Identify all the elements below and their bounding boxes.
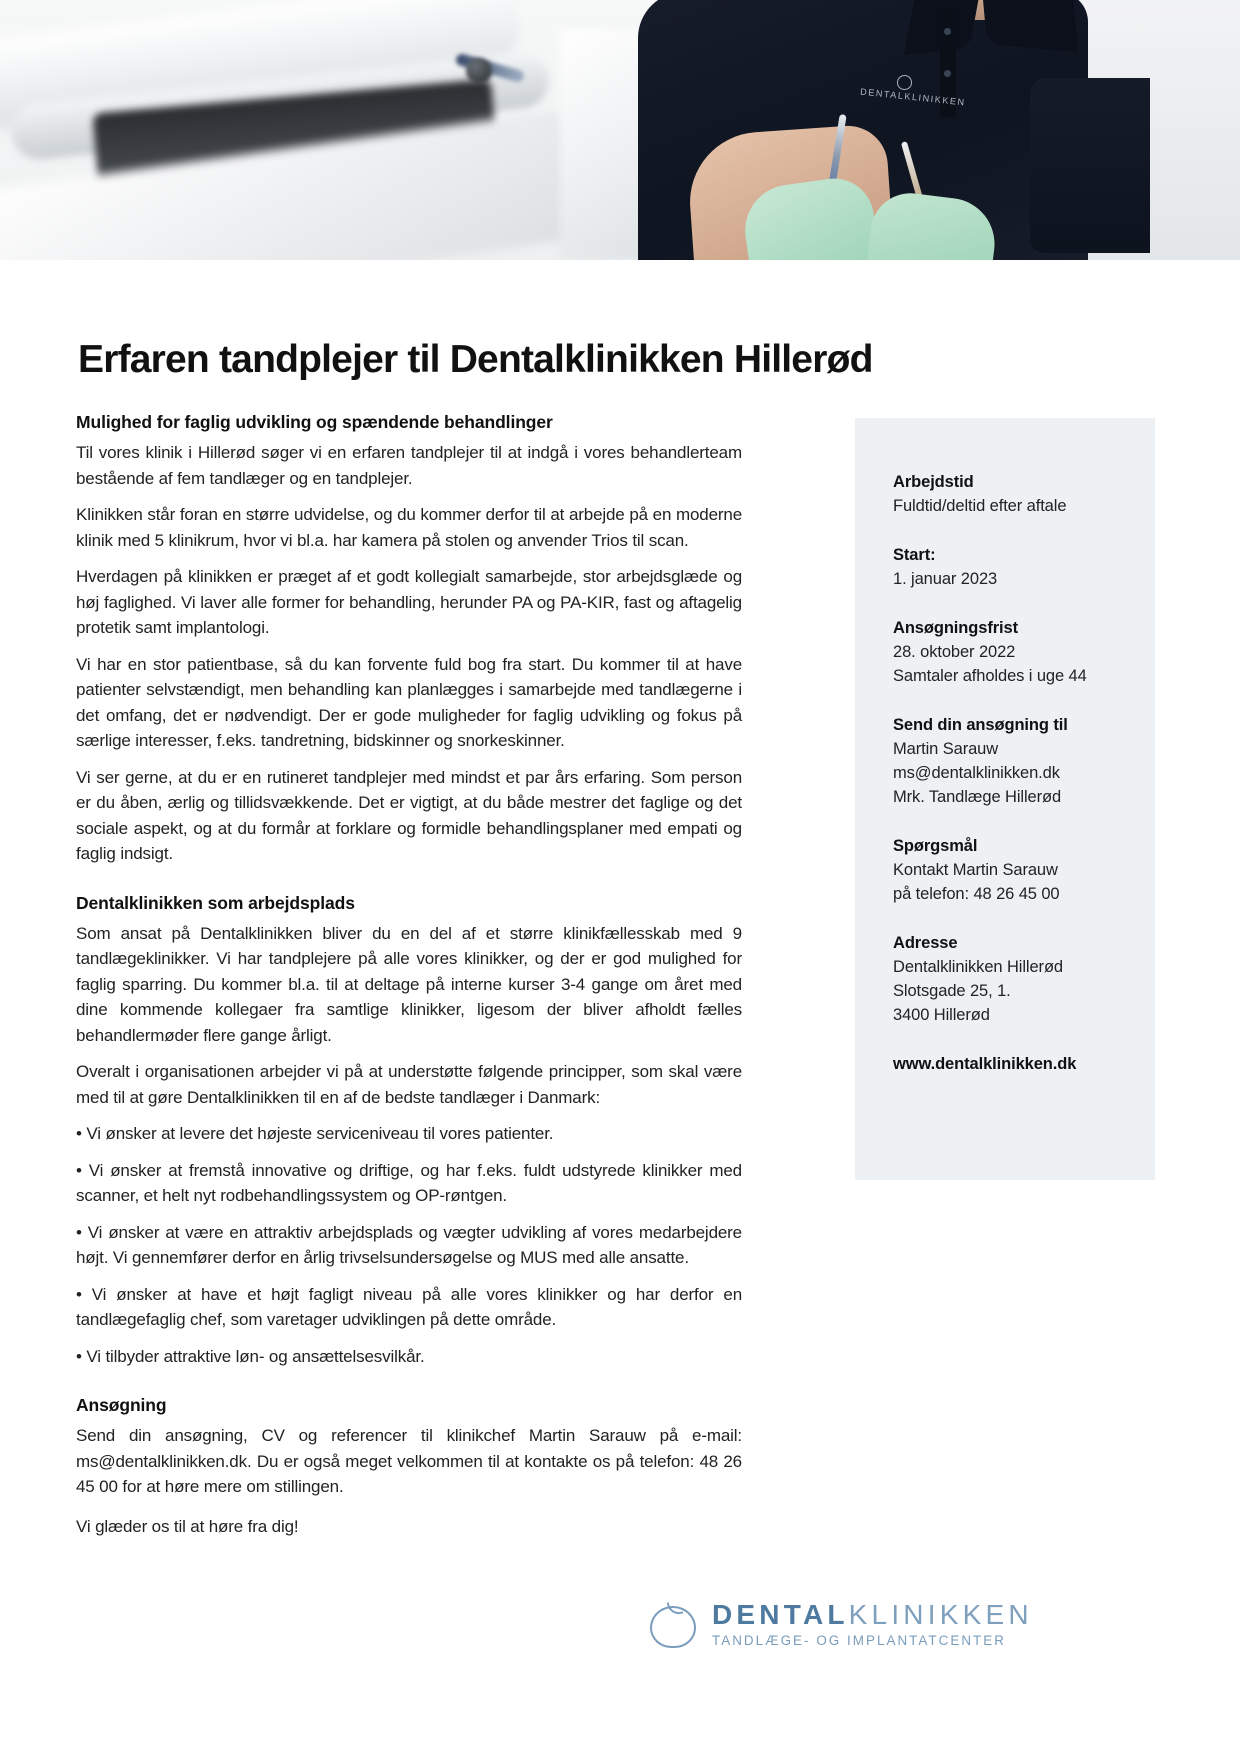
bullet-item: • Vi tilbyder attraktive løn- og ansættelsesvilkår. [76,1346,425,1366]
sidebar-line: Kontakt Martin Sarauw [893,861,1058,879]
sidebar-line: Samtaler afholdes i uge 44 [893,667,1087,685]
sidebar-line: Dentalklinikken Hillerød [893,958,1063,976]
sidebar-line: Mrk. Tandlæge Hillerød [893,788,1062,806]
paragraph: Hverdagen på klinikken er præget af et godt kollegialt samarbejde, stor arbejdsglæde og høj faglighed. Vi laver alle former for behandling, herunder PA og PA-KIR, fast og aftagelig protetik samt implantologi. [76,567,742,637]
logo-text-group [712,1598,1033,1648]
paragraph: Til vores klinik i Hillerød søger vi en erfaren tandplejer til at indgå i vores behandlerteam bestående af fem tandlæger og en tandplejer. [76,443,742,488]
paragraph: Overalt i organisationen arbejder vi på at understøtte følgende principper, som skal være med til at gøre Dentalklinikken til en af de bedste tandlæger i Danmark: [76,1062,742,1107]
page-title: Erfaren tandplejer til Dentalklinikken Hillerød [78,338,873,381]
logo-wordmark [712,1598,1033,1630]
hero-photo [0,0,1240,260]
sidebar-line: 28. oktober 2022 [893,643,1016,661]
section-arbejdsplads [76,893,742,1370]
sidebar-email[interactable]: ms@dentalklinikken.dk [893,764,1060,782]
logo-word-bold: DENTAL [712,1598,849,1630]
sidebar-heading: Send din ansøgning til [893,716,1068,734]
bullet-item: • Vi ønsker at have et højt fagligt niveau på alle vores klinikker og har derfor en tandlægefaglig chef, som varetager udviklingen på dette område. [76,1284,742,1329]
sidebar-block-spoergsmaal [893,837,1133,906]
sidebar-block-start [893,546,1133,591]
footer-logo [648,1598,1068,1650]
sidebar-block-arbejdstid [893,473,1133,518]
paragraph: Send din ansøgning, CV og referencer til klinikchef Martin Sarauw på e-mail: ms@dentalklinikken.dk. Du er også meget velkommen til at kontakte os på telefon: 48 26 45 00 for at høre mere om stillingen. [76,1426,742,1496]
logo-word-light: KLINIKKEN [848,1598,1033,1630]
section-ansoegning [76,1395,742,1539]
paragraph: Klinikken står foran en større udvidelse, og du kommer derfor til at arbejde på en moderne klinik med 5 klinikrum, hvor vi bl.a. har kamera på stolen og anvender Trios til scan. [76,505,742,550]
website-link[interactable]: www.dentalklinikken.dk [893,1055,1077,1073]
instrument-knob [466,58,492,84]
sidebar-block-ansoegningsfrist [893,619,1133,688]
polo-button-2 [944,70,951,77]
main-content-column [76,412,742,1539]
sidebar-line: 1. januar 2023 [893,570,998,588]
bullet-item: • Vi ønsker at være en attraktiv arbejdsplads og vægter udvikling af vores medarbejdere højt. Vi gennemfører derfor en årlig trivselsundersøgelse og MUS med alle ansatte. [76,1222,742,1267]
sidebar-line: Fuldtid/deltid efter aftale [893,497,1067,515]
section-heading: Mulighed for faglig udvikling og spændende behandlinger [76,412,553,432]
shirt-logo-text: DENTALKLINIKKEN [859,86,967,108]
section-mulighed [76,412,742,867]
sidebar-heading: Arbejdstid [893,473,974,491]
section-heading: Ansøgning [76,1395,167,1415]
paragraph: Vi ser gerne, at du er en rutineret tandplejer med mindst et par års erfaring. Som person er du åben, ærlig og tillidsvækkende. Det er vigtigt, at du både mestrer det faglige og det sociale aspekt, og at du formår at forklare og formidle behandlingsplaner med empati og faglig indsigt. [76,767,742,863]
info-sidebar-inner [855,418,1155,1074]
paragraph: Som ansat på Dentalklinikken bliver du en del af et større klinikfællesskab med 9 tandlægeklinikker. Vi har tandplejere på alle vores klinikker, og der er god mulighed for faglig sparring. Du kommer bl.a. til at deltage på interne kurser 3-4 gange om året med dine kommende kollegaer fra samtlige klinikker, ligesom der bliver afholdt fælles behandlermøder flere gange årligt. [76,923,742,1045]
bullet-item: • Vi ønsker at levere det højeste serviceniveau til vores patienter. [76,1124,554,1143]
sidebar-block-adresse [893,934,1133,1027]
sidebar-heading: Spørgsmål [893,837,978,855]
logo-tagline: TANDLÆGE- OG IMPLANTATCENTER [712,1632,1006,1648]
polo-button-1 [944,28,951,35]
bullet-item: • Vi ønsker at fremstå innovative og driftige, og har f.eks. fuldt udstyrede klinikker med scanner, et helt nyt rodbehandlingssystem og OP-røntgen. [76,1160,742,1205]
info-sidebar [855,418,1155,1180]
paragraph: Vi glæder os til at høre fra dig! [76,1516,299,1536]
section-heading: Dentalklinikken som arbejdsplads [76,892,355,913]
sidebar-phone[interactable]: på telefon: 48 26 45 00 [893,885,1060,903]
paragraph: Vi har en stor patientbase, så du kan forvente fuld bog fra start. Du kommer til at have patienter selvstændigt, men behandling kan planlægges i samarbejde med tandlægerne i det omfang, det er nødvendigt. Der er gode muligheder for faglig udvikling og fokus på særlige interesser, f.eks. tandretning, bidskinner og snorkeskinner. [76,654,742,750]
polo-sleeve [1030,78,1150,253]
sidebar-block-website [893,1055,1133,1074]
sidebar-heading: Adresse [893,934,958,952]
sidebar-heading: Ansøgningsfrist [893,619,1018,637]
hero-photo-image [0,0,1240,260]
sidebar-block-send-ansoegning [893,716,1133,809]
sidebar-line: Slotsgade 25, 1. [893,982,1011,1000]
sidebar-line: Martin Sarauw [893,740,999,758]
sidebar-line: 3400 Hillerød [893,1006,990,1024]
apple-tooth-logo-icon [648,1598,700,1650]
sidebar-heading: Start: [893,546,936,564]
